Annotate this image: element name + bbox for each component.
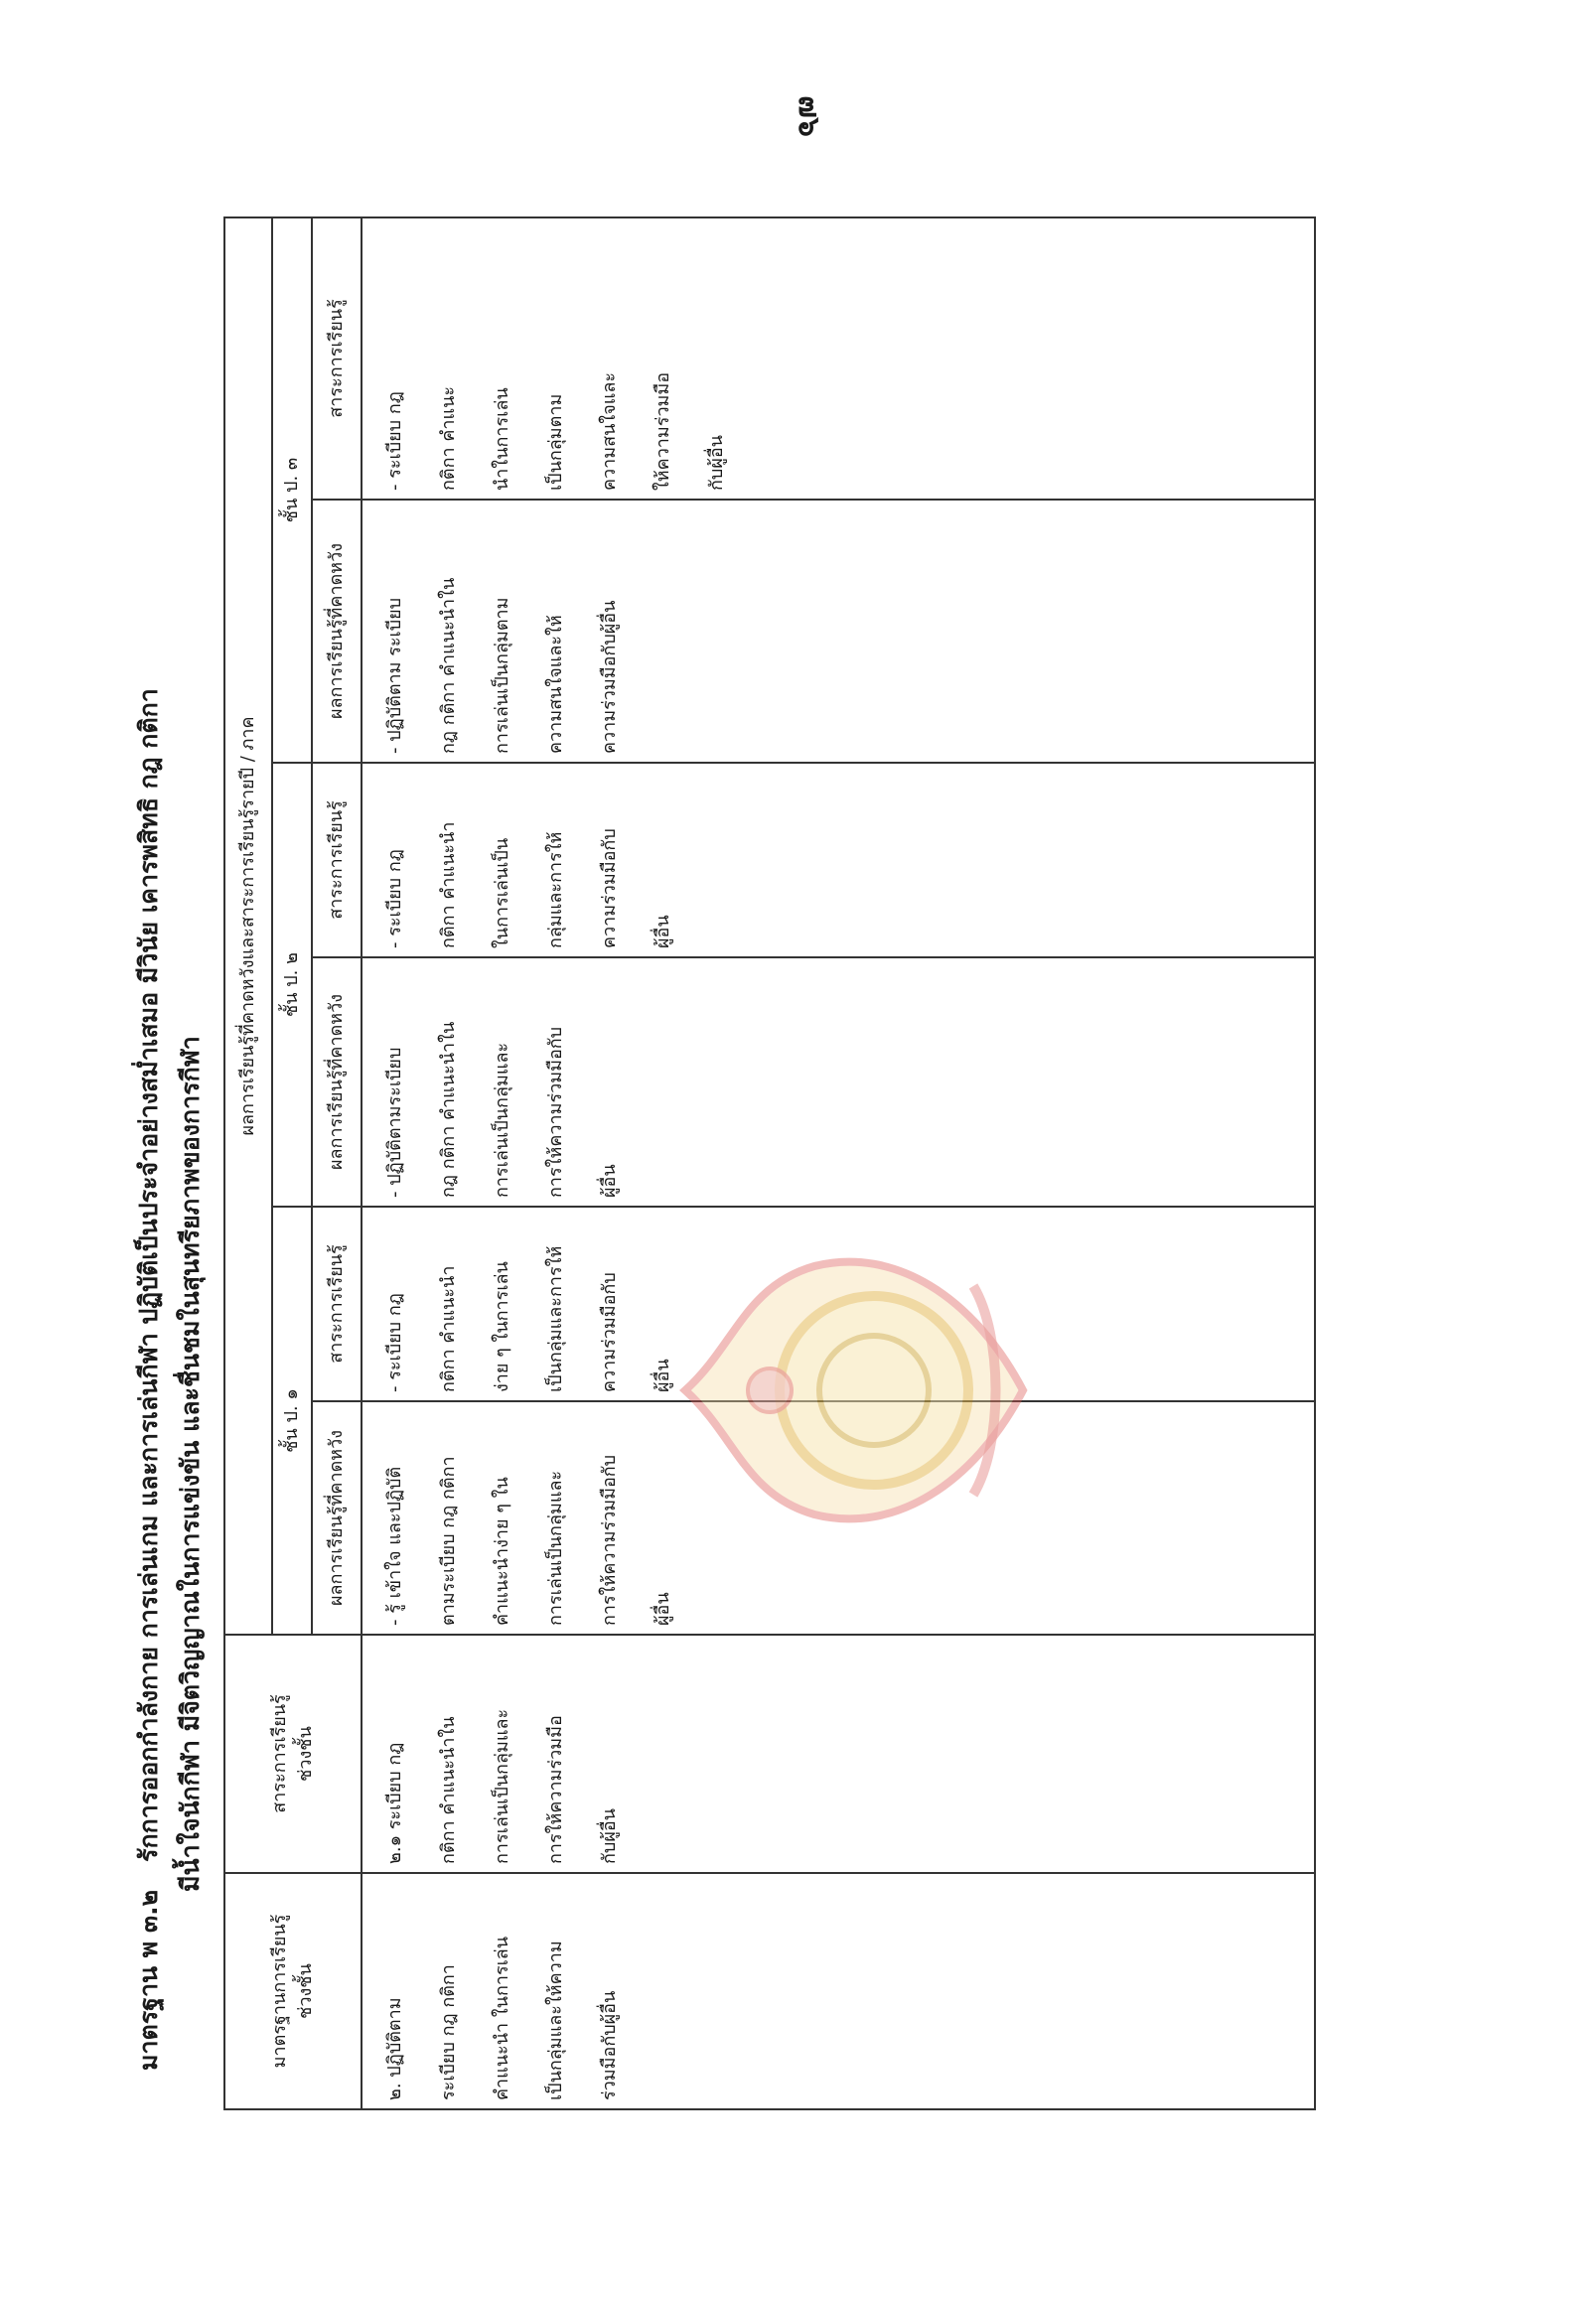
cell-standard: ๒. ปฏิบัติตาม ระเบียบ กฎ กติกา คำแนะนำ ในการเล่น เป็นกลุ่มและให้ความ ร่วมมือกับผู้อื่น	[362, 1873, 1315, 2109]
cell-content: ๒.๑ ระเบียบ กฎ กติกา คำแนะนำใน การเล่นเป็นกลุ่มและ การให้ความร่วมมือ กับผู้อื่น	[362, 1635, 1315, 1873]
page-number: ๗๖	[792, 95, 827, 137]
subheader-content: สาระการเรียนรู้	[312, 217, 362, 500]
header-grade-1: ชั้น ป. ๑	[272, 1207, 312, 1635]
header-group: ผลการเรียนรู้ที่คาดหวังและสาระการเรียนรู้รายปี / ภาค	[224, 217, 272, 1635]
rotated-page-content	[119, 204, 1410, 2110]
cell-grade1-expected: - รู้ เข้าใจ และปฏิบัติ ตามระเบียบ กฎ กติกา คำแนะนำง่าย ๆ ใน การเล่นเป็นกลุ่มและ การให้ความร่วมมือกับ ผู้อื่น	[362, 1401, 1315, 1635]
subheader-expected: ผลการเรียนรู้ที่คาดหวัง	[312, 1401, 362, 1635]
title-line-2: มีน้ำใจนักกีฬา มีจิตวิญญาณในการแข่งขัน และชื่นชมในสุนทรียภาพของการกีฬา	[176, 1036, 205, 1892]
subheader-content: สาระการเรียนรู้	[312, 1207, 362, 1401]
cell-grade3-content: - ระเบียบ กฎ กติกา คำแนะ นำในการเล่น เป็นกลุ่มตาม ความสนใจและ ให้ความร่วมมือ กับผู้อื่น	[362, 217, 1315, 500]
title-line-1	[129, 688, 169, 2071]
header-standard: มาตรฐานการเรียนรู้ ช่วงชั้น	[224, 1873, 362, 2109]
standard-code: มาตรฐาน พ ๓.๒	[134, 1889, 163, 2071]
curriculum-table	[223, 216, 1316, 2110]
table-row	[362, 217, 1315, 2109]
cell-grade2-content: - ระเบียบ กฎ กติกา คำแนะนำ ในการเล่นเป็น กลุ่มและการให้ ความร่วมมือกับ ผู้อื่น	[362, 763, 1315, 957]
header-grade-2: ชั้น ป. ๒	[272, 763, 312, 1207]
header-grade-3: ชั้น ป. ๓	[272, 217, 312, 763]
cell-grade1-content: - ระเบียบ กฎ กติกา คำแนะนำ ง่าย ๆ ในการเล่น เป็นกลุ่มและการให้ ความร่วมมือกับ ผู้อื่น	[362, 1207, 1315, 1401]
title-text-1: รักการออกกำลังกาย การเล่นเกม และการเล่นกีฬา ปฏิบัติเป็นประจำอย่างสม่ำเสมอ มีวินัย เคารพสิทธิ กฎ กติกา	[134, 688, 163, 1862]
subheader-content: สาระการเรียนรู้	[312, 763, 362, 957]
subheader-expected: ผลการเรียนรู้ที่คาดหวัง	[312, 957, 362, 1207]
header-content: สาระการเรียนรู้ ช่วงชั้น	[224, 1635, 362, 1873]
cell-grade3-expected: - ปฏิบัติตาม ระเบียบ กฎ กติกา คำแนะนำใน การเล่นเป็นกลุ่มตาม ความสนใจและให้ ความร่วมมือกับผู้อื่น	[362, 500, 1315, 763]
cell-grade2-expected: - ปฏิบัติตามระเบียบ กฎ กติกา คำแนะนำใน การเล่นเป็นกลุ่มและ การให้ความร่วมมือกับ ผู้อื่น	[362, 957, 1315, 1207]
subheader-expected: ผลการเรียนรู้ที่คาดหวัง	[312, 500, 362, 763]
document-title	[119, 204, 205, 2071]
